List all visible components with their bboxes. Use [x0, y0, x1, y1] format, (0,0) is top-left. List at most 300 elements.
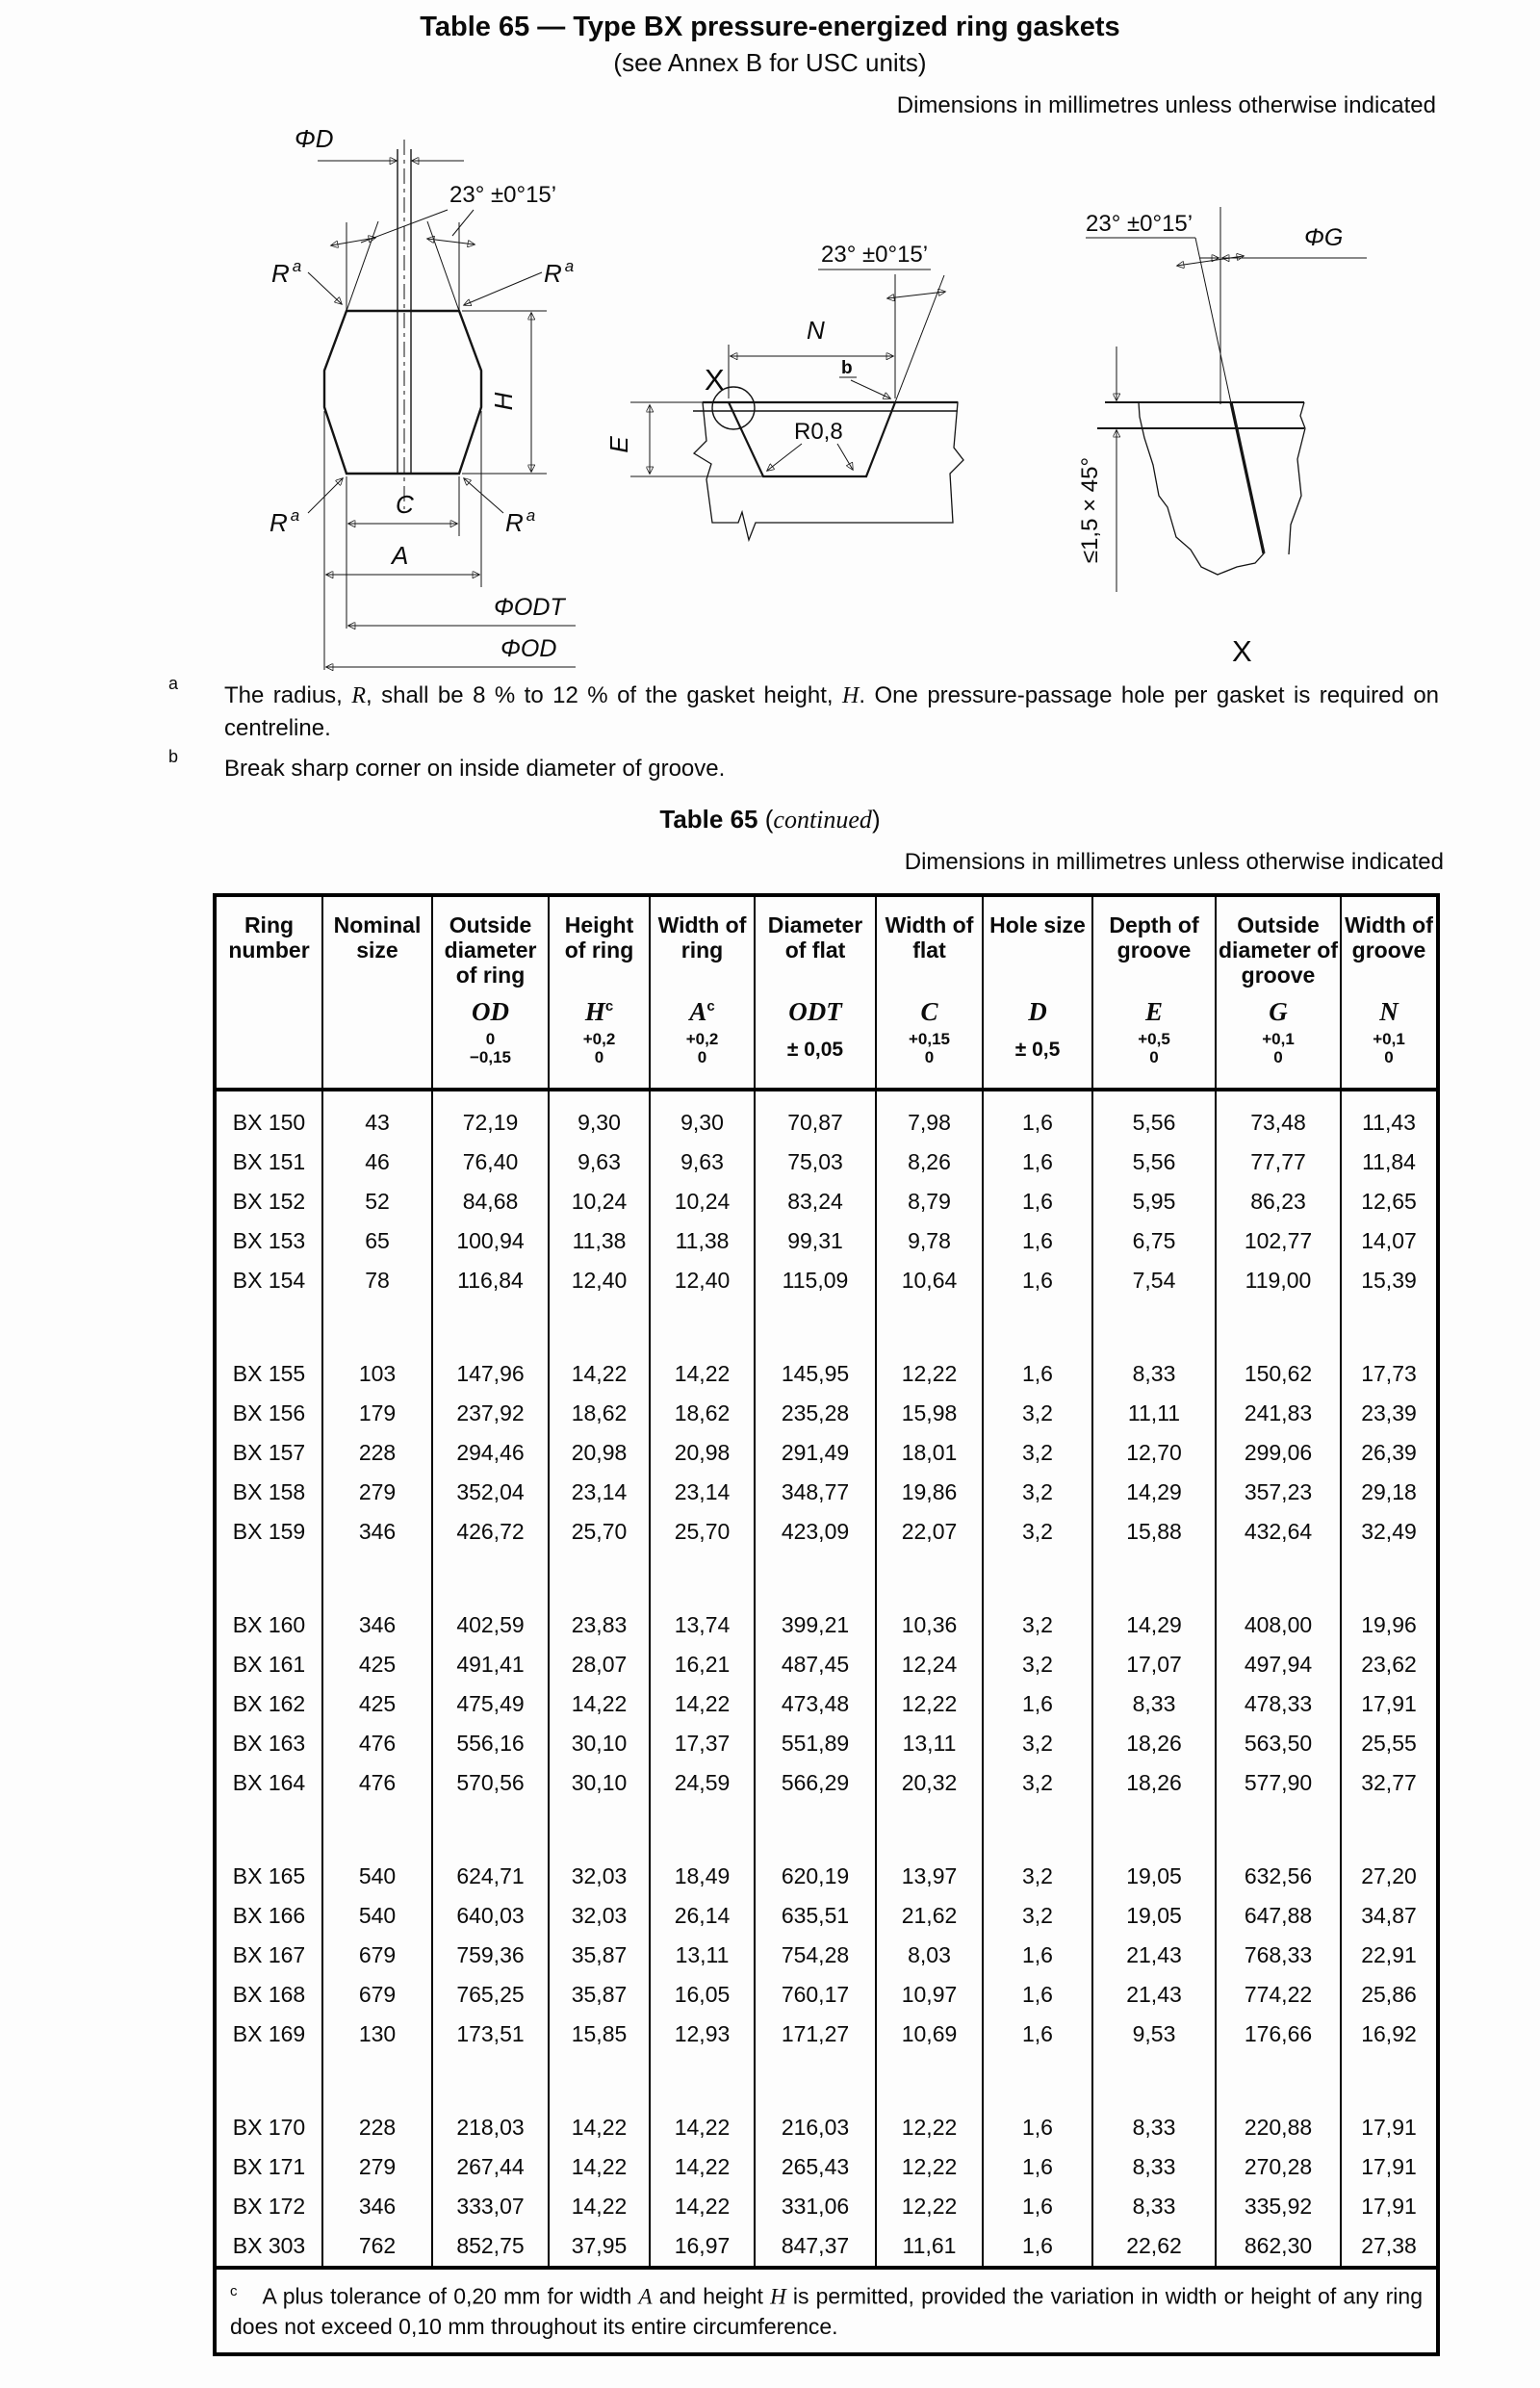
cell: 1,6: [983, 1684, 1092, 1724]
gap-cell: [983, 1300, 1092, 1354]
cell: 426,72: [432, 1512, 549, 1552]
cell: 220,88: [1216, 2108, 1341, 2147]
cell: 3,2: [983, 1896, 1092, 1936]
cell: BX 172: [215, 2187, 322, 2226]
cell: 570,56: [432, 1763, 549, 1803]
cell: 19,86: [876, 1473, 983, 1512]
note-b-marker: b: [841, 358, 853, 378]
dim-e: E: [604, 436, 633, 453]
gasket-cross-section-diagram: [221, 101, 654, 679]
cell: 179: [322, 1394, 432, 1433]
gap-cell: [755, 1300, 876, 1354]
cell: 52: [322, 1182, 432, 1221]
cell: 9,53: [1092, 2015, 1216, 2054]
cell: 21,43: [1092, 1936, 1216, 1975]
table-row-BX-166: [215, 1896, 1438, 1936]
svg-text:Ra: R $^a$: [505, 506, 536, 537]
cell: 9,78: [876, 1221, 983, 1261]
table-row-BX-172: [215, 2187, 1438, 2226]
gap-cell: [876, 1803, 983, 1857]
cell: 32,77: [1341, 1763, 1438, 1803]
cell: 299,06: [1216, 1433, 1341, 1473]
table-row-BX-168: [215, 1975, 1438, 2015]
cell: 647,88: [1216, 1896, 1341, 1936]
cell: 46: [322, 1143, 432, 1182]
cell: 10,24: [549, 1182, 650, 1221]
cell: 759,36: [432, 1936, 549, 1975]
gap-cell: [983, 1552, 1092, 1605]
gap-cell: [876, 1552, 983, 1605]
cell: BX 158: [215, 1473, 322, 1512]
cell: 22,07: [876, 1512, 983, 1552]
cell: 100,94: [432, 1221, 549, 1261]
cell: 237,92: [432, 1394, 549, 1433]
cell: 12,93: [650, 2015, 755, 2054]
dim-a: A: [392, 541, 409, 570]
cell: 30,10: [549, 1724, 650, 1763]
cell: 632,56: [1216, 1857, 1341, 1896]
column-header-2: Nominal size: [322, 895, 432, 1090]
cell: 27,38: [1341, 2226, 1438, 2268]
cell: 21,43: [1092, 1975, 1216, 2015]
gap-cell: [549, 1090, 650, 1103]
cell: 624,71: [432, 1857, 549, 1896]
cell: 14,22: [650, 1684, 755, 1724]
cell: 18,26: [1092, 1724, 1216, 1763]
cell: 11,84: [1341, 1143, 1438, 1182]
cell: 115,09: [755, 1261, 876, 1300]
cell: 265,43: [755, 2147, 876, 2187]
cell: 78: [322, 1261, 432, 1300]
cell: 12,24: [876, 1645, 983, 1684]
cell: 425: [322, 1645, 432, 1684]
cell: 235,28: [755, 1394, 876, 1433]
cell: 847,37: [755, 2226, 876, 2268]
table-row-BX-158: [215, 1473, 1438, 1512]
cell: 145,95: [755, 1354, 876, 1394]
cell: 768,33: [1216, 1936, 1341, 1975]
cell: 12,22: [876, 1354, 983, 1394]
cell: 478,33: [1216, 1684, 1341, 1724]
cell: 9,63: [650, 1143, 755, 1182]
cell: 279: [322, 2147, 432, 2187]
cell: 70,87: [755, 1103, 876, 1143]
cell: 15,88: [1092, 1512, 1216, 1552]
cell: 34,87: [1341, 1896, 1438, 1936]
cell: BX 164: [215, 1763, 322, 1803]
gap-cell: [650, 1803, 755, 1857]
gap-cell: [215, 1300, 322, 1354]
cell: 577,90: [1216, 1763, 1341, 1803]
gap-cell: [755, 1552, 876, 1605]
cell: 1,6: [983, 1103, 1092, 1143]
cell: BX 160: [215, 1605, 322, 1645]
table-row-BX-153: [215, 1221, 1438, 1261]
cell: 1,6: [983, 2226, 1092, 2268]
cell: 8,33: [1092, 1684, 1216, 1724]
cell: 10,36: [876, 1605, 983, 1645]
cell: 17,07: [1092, 1645, 1216, 1684]
cell: 425: [322, 1684, 432, 1724]
cell: 476: [322, 1724, 432, 1763]
column-header-9: Depth of groove E +0,5 0: [1092, 895, 1216, 1090]
gap-cell: [983, 1803, 1092, 1857]
gap-cell: [755, 1090, 876, 1103]
cell: 20,98: [650, 1433, 755, 1473]
cell: 32,49: [1341, 1512, 1438, 1552]
cell: 103: [322, 1354, 432, 1394]
column-header-6: Diameter of flat ODT ± 0,05: [755, 895, 876, 1090]
bx-gasket-dimensions-table: [213, 893, 1440, 2356]
cell: 13,11: [650, 1936, 755, 1975]
cell: 566,29: [755, 1763, 876, 1803]
cell: 10,64: [876, 1261, 983, 1300]
table-row-BX-161: [215, 1645, 1438, 1684]
detail-x-caption: X: [1232, 634, 1252, 668]
cell: 760,17: [755, 1975, 876, 2015]
cell: 1,6: [983, 2187, 1092, 2226]
gap-cell: [215, 1803, 322, 1857]
cell: 13,74: [650, 1605, 755, 1645]
cell: 16,97: [650, 2226, 755, 2268]
gap-cell: [1216, 1803, 1341, 1857]
cell: 25,70: [549, 1512, 650, 1552]
table-group-gap: [215, 1552, 1438, 1605]
gap-cell: [876, 1090, 983, 1103]
gap-cell: [322, 2054, 432, 2108]
table-continued-title: Table 65 (continued): [659, 805, 881, 834]
cell: 679: [322, 1936, 432, 1975]
svg-text:Ra: R $^a$: [544, 257, 575, 288]
gap-cell: [876, 2054, 983, 2108]
cell: 1,6: [983, 2108, 1092, 2147]
cell: 8,33: [1092, 2147, 1216, 2187]
cell: BX 152: [215, 1182, 322, 1221]
dim-h: H: [489, 392, 518, 411]
cell: 16,05: [650, 1975, 755, 2015]
cell: 130: [322, 2015, 432, 2054]
cell: 357,23: [1216, 1473, 1341, 1512]
cell: BX 169: [215, 2015, 322, 2054]
cell: BX 154: [215, 1261, 322, 1300]
gap-cell: [215, 2054, 322, 2108]
cell: 18,26: [1092, 1763, 1216, 1803]
cell: 76,40: [432, 1143, 549, 1182]
cell: 30,10: [549, 1763, 650, 1803]
gap-cell: [650, 1300, 755, 1354]
cell: 12,22: [876, 2187, 983, 2226]
cell: BX 171: [215, 2147, 322, 2187]
column-header-10: Outside diameter of groove G +0,1 0: [1216, 895, 1341, 1090]
gap-cell: [432, 1090, 549, 1103]
cell: 12,65: [1341, 1182, 1438, 1221]
dim-phi-odt: ΦODT: [494, 594, 565, 621]
cell: 14,07: [1341, 1221, 1438, 1261]
cell: 774,22: [1216, 1975, 1341, 2015]
gap-cell: [650, 1090, 755, 1103]
cell: 17,91: [1341, 1684, 1438, 1724]
cell: 13,97: [876, 1857, 983, 1896]
cell: 16,21: [650, 1645, 755, 1684]
table-group-gap: [215, 2054, 1438, 2108]
cell: 24,59: [650, 1763, 755, 1803]
cell: 5,56: [1092, 1143, 1216, 1182]
cell: 23,83: [549, 1605, 650, 1645]
cell: 14,22: [549, 2147, 650, 2187]
cell: 25,55: [1341, 1724, 1438, 1763]
gap-cell: [1216, 1552, 1341, 1605]
gap-cell: [650, 2054, 755, 2108]
cell: 12,22: [876, 2147, 983, 2187]
cell: 21,62: [876, 1896, 983, 1936]
cell: 228: [322, 2108, 432, 2147]
cell: 25,70: [650, 1512, 755, 1552]
cell: 11,61: [876, 2226, 983, 2268]
dim-phi-d: ΦD: [295, 124, 334, 153]
dim-phi-g: ΦG: [1304, 224, 1344, 251]
cell: BX 155: [215, 1354, 322, 1394]
cell: 1,6: [983, 1975, 1092, 2015]
cell: 9,63: [549, 1143, 650, 1182]
table-group-gap: [215, 1300, 1438, 1354]
cell: 102,77: [1216, 1221, 1341, 1261]
cell: 487,45: [755, 1645, 876, 1684]
column-header-4: Height of ring $H^c$ +0,2 0: [549, 895, 650, 1090]
cell: 28,07: [549, 1645, 650, 1684]
cell: 640,03: [432, 1896, 549, 1936]
table-row-BX-163: [215, 1724, 1438, 1763]
gap-cell: [322, 1300, 432, 1354]
svg-text:Ra: R $^a$: [270, 506, 300, 537]
footnote-a-marker: a: [168, 674, 179, 693]
cell: 20,98: [549, 1433, 650, 1473]
detail-circle: [712, 387, 755, 429]
cell: 29,18: [1341, 1473, 1438, 1512]
cell: 432,64: [1216, 1512, 1341, 1552]
cell: 43: [322, 1103, 432, 1143]
cell: 862,30: [1216, 2226, 1341, 2268]
cell: 1,6: [983, 2147, 1092, 2187]
cell: 147,96: [432, 1354, 549, 1394]
cell: 11,43: [1341, 1103, 1438, 1143]
dim-n: N: [807, 316, 825, 345]
table-row-BX-169: [215, 2015, 1438, 2054]
footnote-c-text: $^c$ A plus tolerance of 0,20 mm for width A and height H is permitted, provided the variation in width or height of any ring does not exceed 0,10 mm throughout its entire circumference.: [215, 2268, 1438, 2354]
dim-angle-23: 23° ±0°15’: [1086, 211, 1194, 237]
cell: 25,86: [1341, 1975, 1438, 2015]
cell: 15,85: [549, 2015, 650, 2054]
cell: 14,22: [549, 2108, 650, 2147]
cell: 12,70: [1092, 1433, 1216, 1473]
cell: 65: [322, 1221, 432, 1261]
cell: 3,2: [983, 1394, 1092, 1433]
cell: 9,30: [650, 1103, 755, 1143]
cell: 8,03: [876, 1936, 983, 1975]
svg-text:Ra: R $^a$: [271, 257, 302, 288]
cell: 399,21: [755, 1605, 876, 1645]
cell: 10,97: [876, 1975, 983, 2015]
gap-cell: [322, 1090, 432, 1103]
groove-cross-section-diagram: [597, 221, 1049, 553]
table-row-BX-164: [215, 1763, 1438, 1803]
cell: 20,32: [876, 1763, 983, 1803]
cell: 402,59: [432, 1605, 549, 1645]
cell: BX 167: [215, 1936, 322, 1975]
cell: 86,23: [1216, 1182, 1341, 1221]
cell: 173,51: [432, 2015, 549, 2054]
cell: 83,24: [755, 1182, 876, 1221]
gap-cell: [215, 1552, 322, 1605]
cell: 241,83: [1216, 1394, 1341, 1433]
table-group-gap: [215, 1803, 1438, 1857]
gap-cell: [1216, 2054, 1341, 2108]
cell: 15,98: [876, 1394, 983, 1433]
gap-cell: [1341, 2054, 1438, 2108]
cell: 19,05: [1092, 1896, 1216, 1936]
table-row-BX-156: [215, 1394, 1438, 1433]
cell: 556,16: [432, 1724, 549, 1763]
cell: 620,19: [755, 1857, 876, 1896]
cell: 14,22: [650, 1354, 755, 1394]
cell: 279: [322, 1473, 432, 1512]
cell: 27,20: [1341, 1857, 1438, 1896]
cell: BX 151: [215, 1143, 322, 1182]
detail-x-diagram: [1020, 178, 1444, 679]
gap-cell: [1092, 1552, 1216, 1605]
cell: 17,73: [1341, 1354, 1438, 1394]
cell: 423,09: [755, 1512, 876, 1552]
table-row-BX-303: [215, 2226, 1438, 2268]
cell: 294,46: [432, 1433, 549, 1473]
dim-angle-23: 23° ±0°15’: [449, 182, 557, 208]
table-header-row: [215, 895, 1438, 1090]
cell: 497,94: [1216, 1645, 1341, 1684]
table-row-BX-162: [215, 1684, 1438, 1724]
table-row-BX-170: [215, 2108, 1438, 2147]
cell: 26,39: [1341, 1433, 1438, 1473]
cell: 12,40: [549, 1261, 650, 1300]
cell: 75,03: [755, 1143, 876, 1182]
cell: 3,2: [983, 1857, 1092, 1896]
cell: 1,6: [983, 1221, 1092, 1261]
cell: 1,6: [983, 1143, 1092, 1182]
cell: 19,96: [1341, 1605, 1438, 1645]
page-subtitle: (see Annex B for USC units): [613, 48, 927, 77]
cell: BX 166: [215, 1896, 322, 1936]
cell: 333,07: [432, 2187, 549, 2226]
table-row-BX-159: [215, 1512, 1438, 1552]
cell: 218,03: [432, 2108, 549, 2147]
cell: 84,68: [432, 1182, 549, 1221]
cell: BX 150: [215, 1103, 322, 1143]
cell: 7,98: [876, 1103, 983, 1143]
gap-cell: [1341, 1552, 1438, 1605]
column-header-5: Width of ring $A^c$ +0,2 0: [650, 895, 755, 1090]
cell: 176,66: [1216, 2015, 1341, 2054]
cell: BX 170: [215, 2108, 322, 2147]
cell: 15,39: [1341, 1261, 1438, 1300]
table-row-BX-154: [215, 1261, 1438, 1300]
table-row-BX-167: [215, 1936, 1438, 1975]
cell: 762: [322, 2226, 432, 2268]
cell: 7,54: [1092, 1261, 1216, 1300]
dim-angle-23: 23° ±0°15’: [821, 242, 929, 268]
column-header-8: Hole size D ± 0,5: [983, 895, 1092, 1090]
cell: 1,6: [983, 1182, 1092, 1221]
cell: 17,91: [1341, 2147, 1438, 2187]
cell: 14,22: [650, 2108, 755, 2147]
page-title: Table 65 — Type BX pressure-energized ring gaskets: [420, 12, 1120, 42]
cell: BX 156: [215, 1394, 322, 1433]
cell: 8,33: [1092, 2108, 1216, 2147]
gap-cell: [1341, 1090, 1438, 1103]
gap-cell: [549, 1552, 650, 1605]
radius-callouts: [270, 257, 574, 537]
column-header-11: Width of groove N +0,1 0: [1341, 895, 1438, 1090]
table-row-BX-152: [215, 1182, 1438, 1221]
footnote-b-text: Break sharp corner on inside diameter of groove.: [224, 756, 726, 782]
cell: 171,27: [755, 2015, 876, 2054]
table-footnote-row: [215, 2268, 1438, 2354]
cell: 3,2: [983, 1512, 1092, 1552]
cell: 77,77: [1216, 1143, 1341, 1182]
footnote-b-marker: b: [168, 747, 179, 766]
cell: 3,2: [983, 1724, 1092, 1763]
gap-cell: [322, 1803, 432, 1857]
cell: 119,00: [1216, 1261, 1341, 1300]
gap-cell: [432, 1552, 549, 1605]
gap-cell: [1092, 1300, 1216, 1354]
cell: 291,49: [755, 1433, 876, 1473]
cell: 331,06: [755, 2187, 876, 2226]
cell: 540: [322, 1896, 432, 1936]
cell: 10,69: [876, 2015, 983, 2054]
cell: 18,01: [876, 1433, 983, 1473]
table-row-BX-157: [215, 1433, 1438, 1473]
cell: 35,87: [549, 1975, 650, 2015]
cell: 3,2: [983, 1645, 1092, 1684]
gap-cell: [215, 1090, 322, 1103]
cell: 346: [322, 2187, 432, 2226]
column-header-7: Width of flat C +0,15 0: [876, 895, 983, 1090]
cell: 270,28: [1216, 2147, 1341, 2187]
cell: 23,14: [549, 1473, 650, 1512]
column-header-3: Outside diameter of ring OD 0 −0,15: [432, 895, 549, 1090]
cell: 14,22: [549, 2187, 650, 2226]
cell: 679: [322, 1975, 432, 2015]
gap-cell: [432, 1300, 549, 1354]
cell: 8,33: [1092, 1354, 1216, 1394]
cell: 3,2: [983, 1763, 1092, 1803]
gap-cell: [549, 1300, 650, 1354]
cell: 14,22: [650, 2187, 755, 2226]
gap-cell: [1216, 1090, 1341, 1103]
cell: 13,11: [876, 1724, 983, 1763]
cell: 14,22: [549, 1684, 650, 1724]
dimensions-note-table: Dimensions in millimetres unless otherwise indicated: [904, 849, 1444, 875]
cell: 3,2: [983, 1605, 1092, 1645]
cell: 11,38: [650, 1221, 755, 1261]
cell: 12,40: [650, 1261, 755, 1300]
cell: 8,33: [1092, 2187, 1216, 2226]
dim-chamfer: ≤1,5 × 45°: [1077, 456, 1103, 564]
cell: BX 153: [215, 1221, 322, 1261]
cell: 22,62: [1092, 2226, 1216, 2268]
table-lead-gap: [215, 1090, 1438, 1103]
cell: 475,49: [432, 1684, 549, 1724]
cell: BX 161: [215, 1645, 322, 1684]
gap-cell: [1092, 1803, 1216, 1857]
